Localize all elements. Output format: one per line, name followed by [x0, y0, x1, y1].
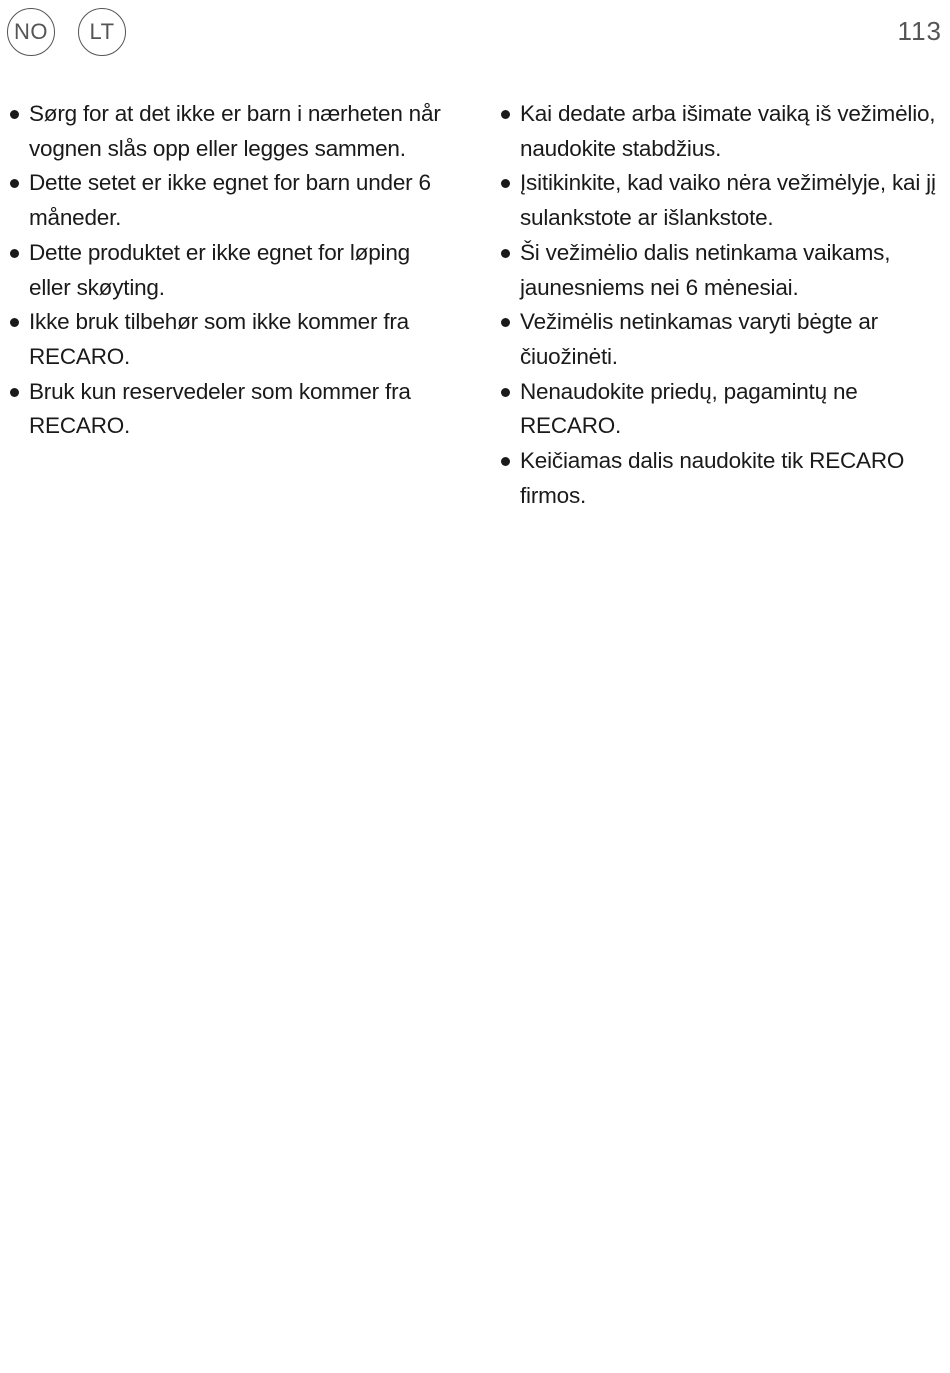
list-item [8, 166, 448, 235]
bullet-icon [10, 318, 19, 327]
bullet-icon [501, 249, 510, 258]
list-item-text: Dette produktet er ikke egnet for løping eller skøyting. [29, 239, 410, 300]
list-item [499, 375, 944, 444]
list-item-text: Dette setet er ikke egnet for barn under 6 måneder. [29, 170, 431, 231]
list-item [8, 375, 448, 444]
language-badge-no: NO [7, 8, 55, 56]
list-item-text: Nenaudokite priedų, pagamintų ne RECARO. [520, 378, 858, 439]
list-item [8, 305, 448, 374]
bullet-icon [501, 110, 510, 119]
list-item [499, 305, 944, 374]
norwegian-warning-list [8, 97, 448, 444]
list-item [499, 444, 944, 513]
list-item [499, 97, 944, 166]
bullet-icon [501, 457, 510, 466]
list-item-text: Vežimėlis netinkamas varyti bėgte ar čiuožinėti. [520, 309, 878, 369]
list-item [8, 97, 448, 166]
bullet-icon [10, 249, 19, 258]
language-badge-lt: LT [78, 8, 126, 56]
lithuanian-warning-list [499, 97, 944, 513]
list-item-text: Sørg for at det ikke er barn i nærheten når vognen slås opp eller legges sammen. [29, 101, 441, 161]
list-item-text: Bruk kun reservedeler som kommer fra RECARO. [29, 378, 411, 439]
page-number: 113 [897, 16, 942, 46]
list-item [499, 236, 944, 305]
bullet-icon [501, 179, 510, 188]
bullet-icon [501, 318, 510, 327]
list-item-text: Kai dedate arba išimate vaiką iš vežimėlio, naudokite stabdžius. [520, 101, 936, 161]
bullet-icon [501, 388, 510, 397]
bullet-icon [10, 388, 19, 397]
list-item-text: Keičiamas dalis naudokite tik RECARO firmos. [520, 448, 905, 508]
list-item-text: Įsitikinkite, kad vaiko nėra vežimėlyje, kai jį sulankstote ar išlankstote. [520, 170, 936, 231]
list-item [499, 166, 944, 235]
list-item [8, 236, 448, 305]
language-badges [7, 8, 126, 56]
bullet-icon [10, 110, 19, 119]
list-item-text: Ši vežimėlio dalis netinkama vaikams, jaunesniems nei 6 mėnesiai. [520, 239, 891, 300]
list-item-text: Ikke bruk tilbehør som ikke kommer fra RECARO. [29, 309, 409, 369]
bullet-icon [10, 179, 19, 188]
